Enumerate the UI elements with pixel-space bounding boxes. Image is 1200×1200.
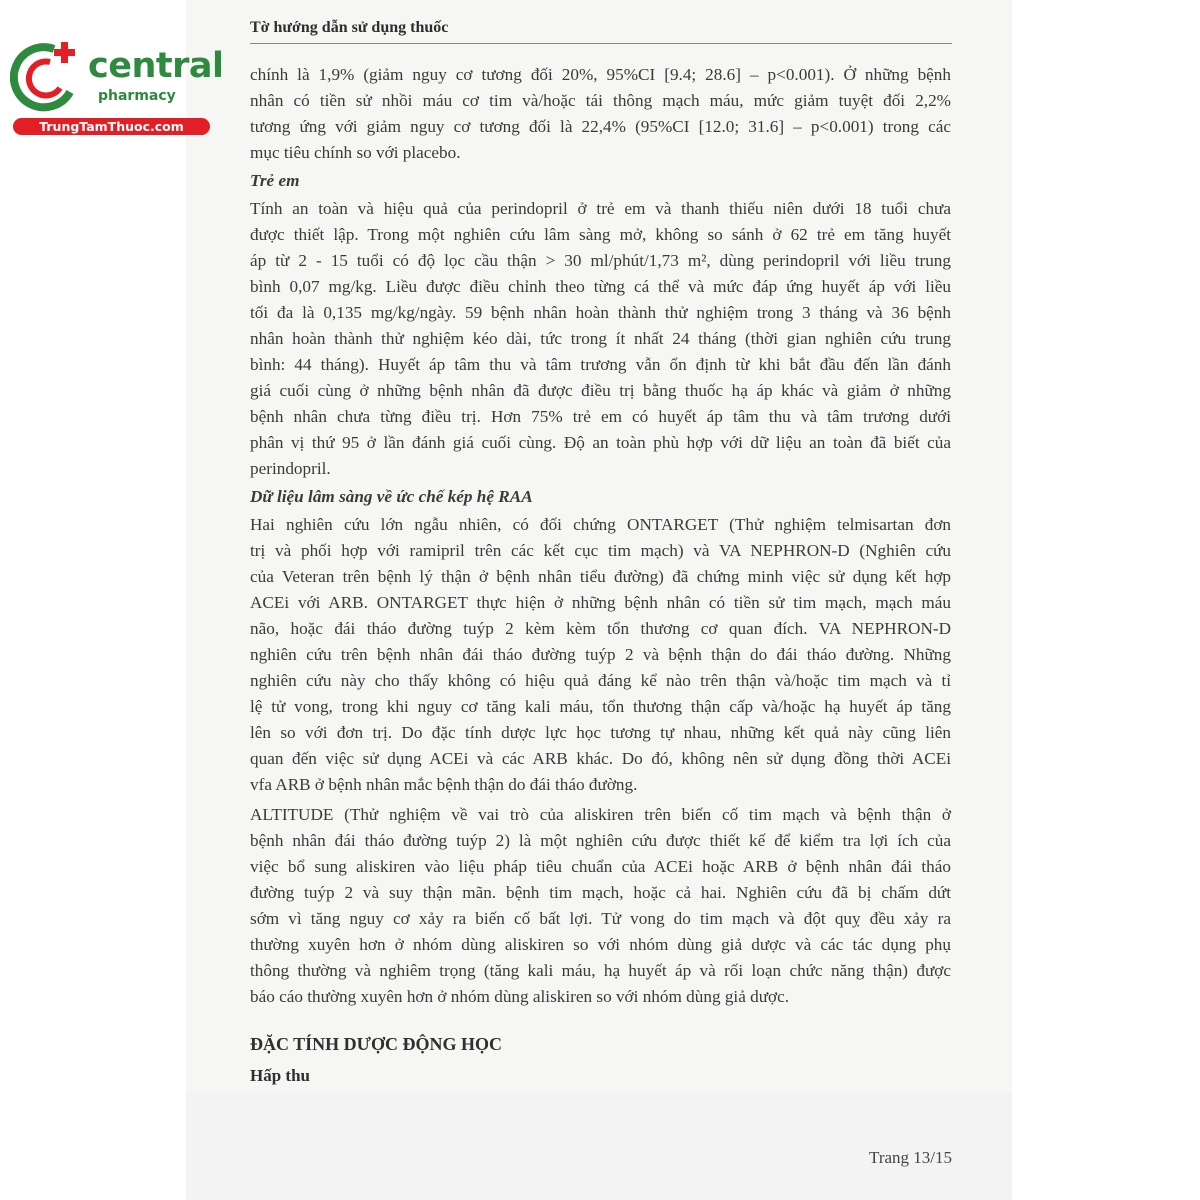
subsection-heading: Hấp thu	[250, 1066, 310, 1085]
logo-brand: central	[88, 46, 224, 86]
text-line: ALTITUDE (Thử nghiệm về vai trò của aliskiren trên biến cố tim mạch và bệnh thận ở	[250, 805, 951, 824]
text-line: nghiên cứu trên bệnh nhân đái tháo đường tuýp 2 và bệnh thận do đái tháo đường. Những	[250, 645, 951, 664]
text-line: lệ tử vong, trong khi nguy cơ tăng kali máu, tổn thương thận cấp và/hoặc hạ huyết áp tăng	[250, 697, 951, 716]
text-line: lên so với đơn trị. Do đặc tính dược lực học tương tự nhau, những kết quả này cũng liên	[250, 723, 951, 742]
text-line: thường xuyên hơn ở nhóm dùng aliskiren so với nhóm dùng giả dược và các tác dụng phụ	[250, 935, 951, 954]
paragraph	[250, 512, 951, 798]
paragraph	[250, 196, 951, 482]
text-line: Hai nghiên cứu lớn ngẫu nhiên, có đối chứng ONTARGET (Thử nghiệm telmisartan đơn	[250, 515, 951, 534]
text-line: được thiết lập. Trong một nghiên cứu lâm sàng mở, không so sánh ở 62 trẻ em tăng huyết	[250, 225, 951, 244]
text-line: bệnh nhân chưa từng điều trị. Hơn 75% trẻ em có huyết áp tâm thu và tâm trương dưới	[250, 407, 951, 426]
text-line: bình: 44 tháng). Huyết áp tâm thu và tâm trương vẫn ổn định từ khi bắt đầu đến lần đánh	[250, 355, 951, 374]
text-line: Tính an toàn và hiệu quả của perindopril ở trẻ em và thanh thiếu niên dưới 18 tuổi chưa	[250, 199, 951, 218]
central-pharmacy-logo	[10, 38, 224, 138]
logo-site-badge: TrungTamThuoc.com	[13, 118, 210, 135]
text-line: mục tiêu chính so với placebo.	[250, 143, 461, 162]
text-line: bệnh nhân đái tháo đường tuýp 2) là một nghiên cứu được thiết kế để kiểm tra lợi ích của	[250, 831, 951, 850]
text-line: phân vị thứ 95 ở lần đánh giá cuối cùng. Độ an toàn phù hợp với dữ liệu an toàn đã biết của	[250, 433, 951, 452]
text-line: nhân hoàn thành thử nghiệm kéo dài, tức trong ít nhất 24 tháng (thời gian nghiên cứu trung	[250, 329, 951, 348]
text-line: vfa ARB ở bệnh nhân mắc bệnh thận do đái tháo đường.	[250, 775, 638, 794]
document-header-title: Tờ hướng dẫn sử dụng thuốc	[250, 19, 449, 36]
text-line: thông thường và nghiêm trọng (tăng kali máu, hạ huyết áp và rối loạn chức năng thận) được	[250, 961, 951, 980]
text-line: của Veteran trên bệnh lý thận ở bệnh nhân tiểu đường) đã chứng minh việc sử dụng kết hợp	[250, 567, 951, 586]
section-heading: ĐẶC TÍNH DƯỢC ĐỘNG HỌC	[250, 1034, 503, 1054]
text-line: não, hoặc đái tháo đường tuýp 2 kèm kèm tổn thương cơ quan đích. VA NEPHRON-D	[250, 619, 951, 638]
document-body	[250, 62, 951, 1010]
text-line: việc bổ sung aliskiren vào liệu pháp tiêu chuẩn của ACEi hoặc ARB ở bệnh nhân đái tháo	[250, 857, 951, 876]
paragraph	[250, 802, 951, 1010]
text-line: chính là 1,9% (giảm nguy cơ tương đối 20%, 95%CI [9.4; 28.6] – p<0.001). Ở những bệnh	[250, 65, 951, 84]
paragraph	[250, 62, 951, 166]
text-line: sớm vì tăng nguy cơ xảy ra biến cố bất lợi. Tử vong do tim mạch và đột quỵ đều xảy ra	[250, 909, 951, 928]
text-line: nghiên cứu này cho thấy không có hiệu quả đáng kể nào trên thận và/hoặc tim mạch và tỉ	[250, 671, 951, 690]
text-line: tối đa là 0,135 mg/kg/ngày. 59 bệnh nhân hoàn thành thử nghiệm trong 3 tháng và 36 bệnh	[250, 303, 951, 322]
text-line: tương ứng với giảm nguy cơ tương đối là 22,4% (95%CI [12.0; 31.6] – p<0.001) trong các	[250, 117, 951, 136]
text-line: trị và phối hợp với ramipril trên các kết cục tim mạch) và VA NEPHRON-D (Nghiên cứu	[250, 541, 951, 560]
text-line: giá cuối cùng ở những bệnh nhân đã được điều trị bằng thuốc hạ áp khác và giảm ở những	[250, 381, 951, 400]
text-line: quan đến việc sử dụng ACEi và các ARB khác. Do đó, không nên sử dụng đồng thời ACEi	[250, 749, 951, 768]
page-number: Trang 13/15	[869, 1148, 952, 1167]
logo-c-cross-icon	[10, 40, 84, 114]
subheading: Dữ liệu lâm sàng về ức chế kép hệ RAA	[250, 487, 533, 506]
text-line: bình 0,07 mg/kg. Liều được điều chỉnh theo từng cá thể và mức đáp ứng huyết áp với liều	[250, 277, 951, 296]
text-line: ACEi với ARB. ONTARGET thực hiện ở những bệnh nhân có tiền sử tim mạch, mạch máu	[250, 593, 951, 612]
logo-sub: pharmacy	[98, 88, 176, 104]
text-line: áp từ 2 - 15 tuổi có độ lọc cầu thận > 30 ml/phút/1,73 m², dùng perindopril với liều trung	[250, 251, 951, 270]
text-line: đường tuýp 2 và suy thận mãn. bệnh tim mạch, hoặc cả hai. Nghiên cứu đã bị chấm dứt	[250, 883, 951, 902]
page-bottom-area	[186, 1092, 1012, 1200]
text-line: perindopril.	[250, 459, 331, 478]
header-divider	[250, 43, 952, 44]
text-line: báo cáo thường xuyên hơn ở nhóm dùng aliskiren so với nhóm dùng giả dược.	[250, 987, 790, 1006]
text-line: nhân có tiền sử nhồi máu cơ tim và/hoặc tái thông mạch máu, mức giảm tuyệt đối 2,2%	[250, 91, 951, 110]
subheading: Trẻ em	[250, 171, 300, 190]
